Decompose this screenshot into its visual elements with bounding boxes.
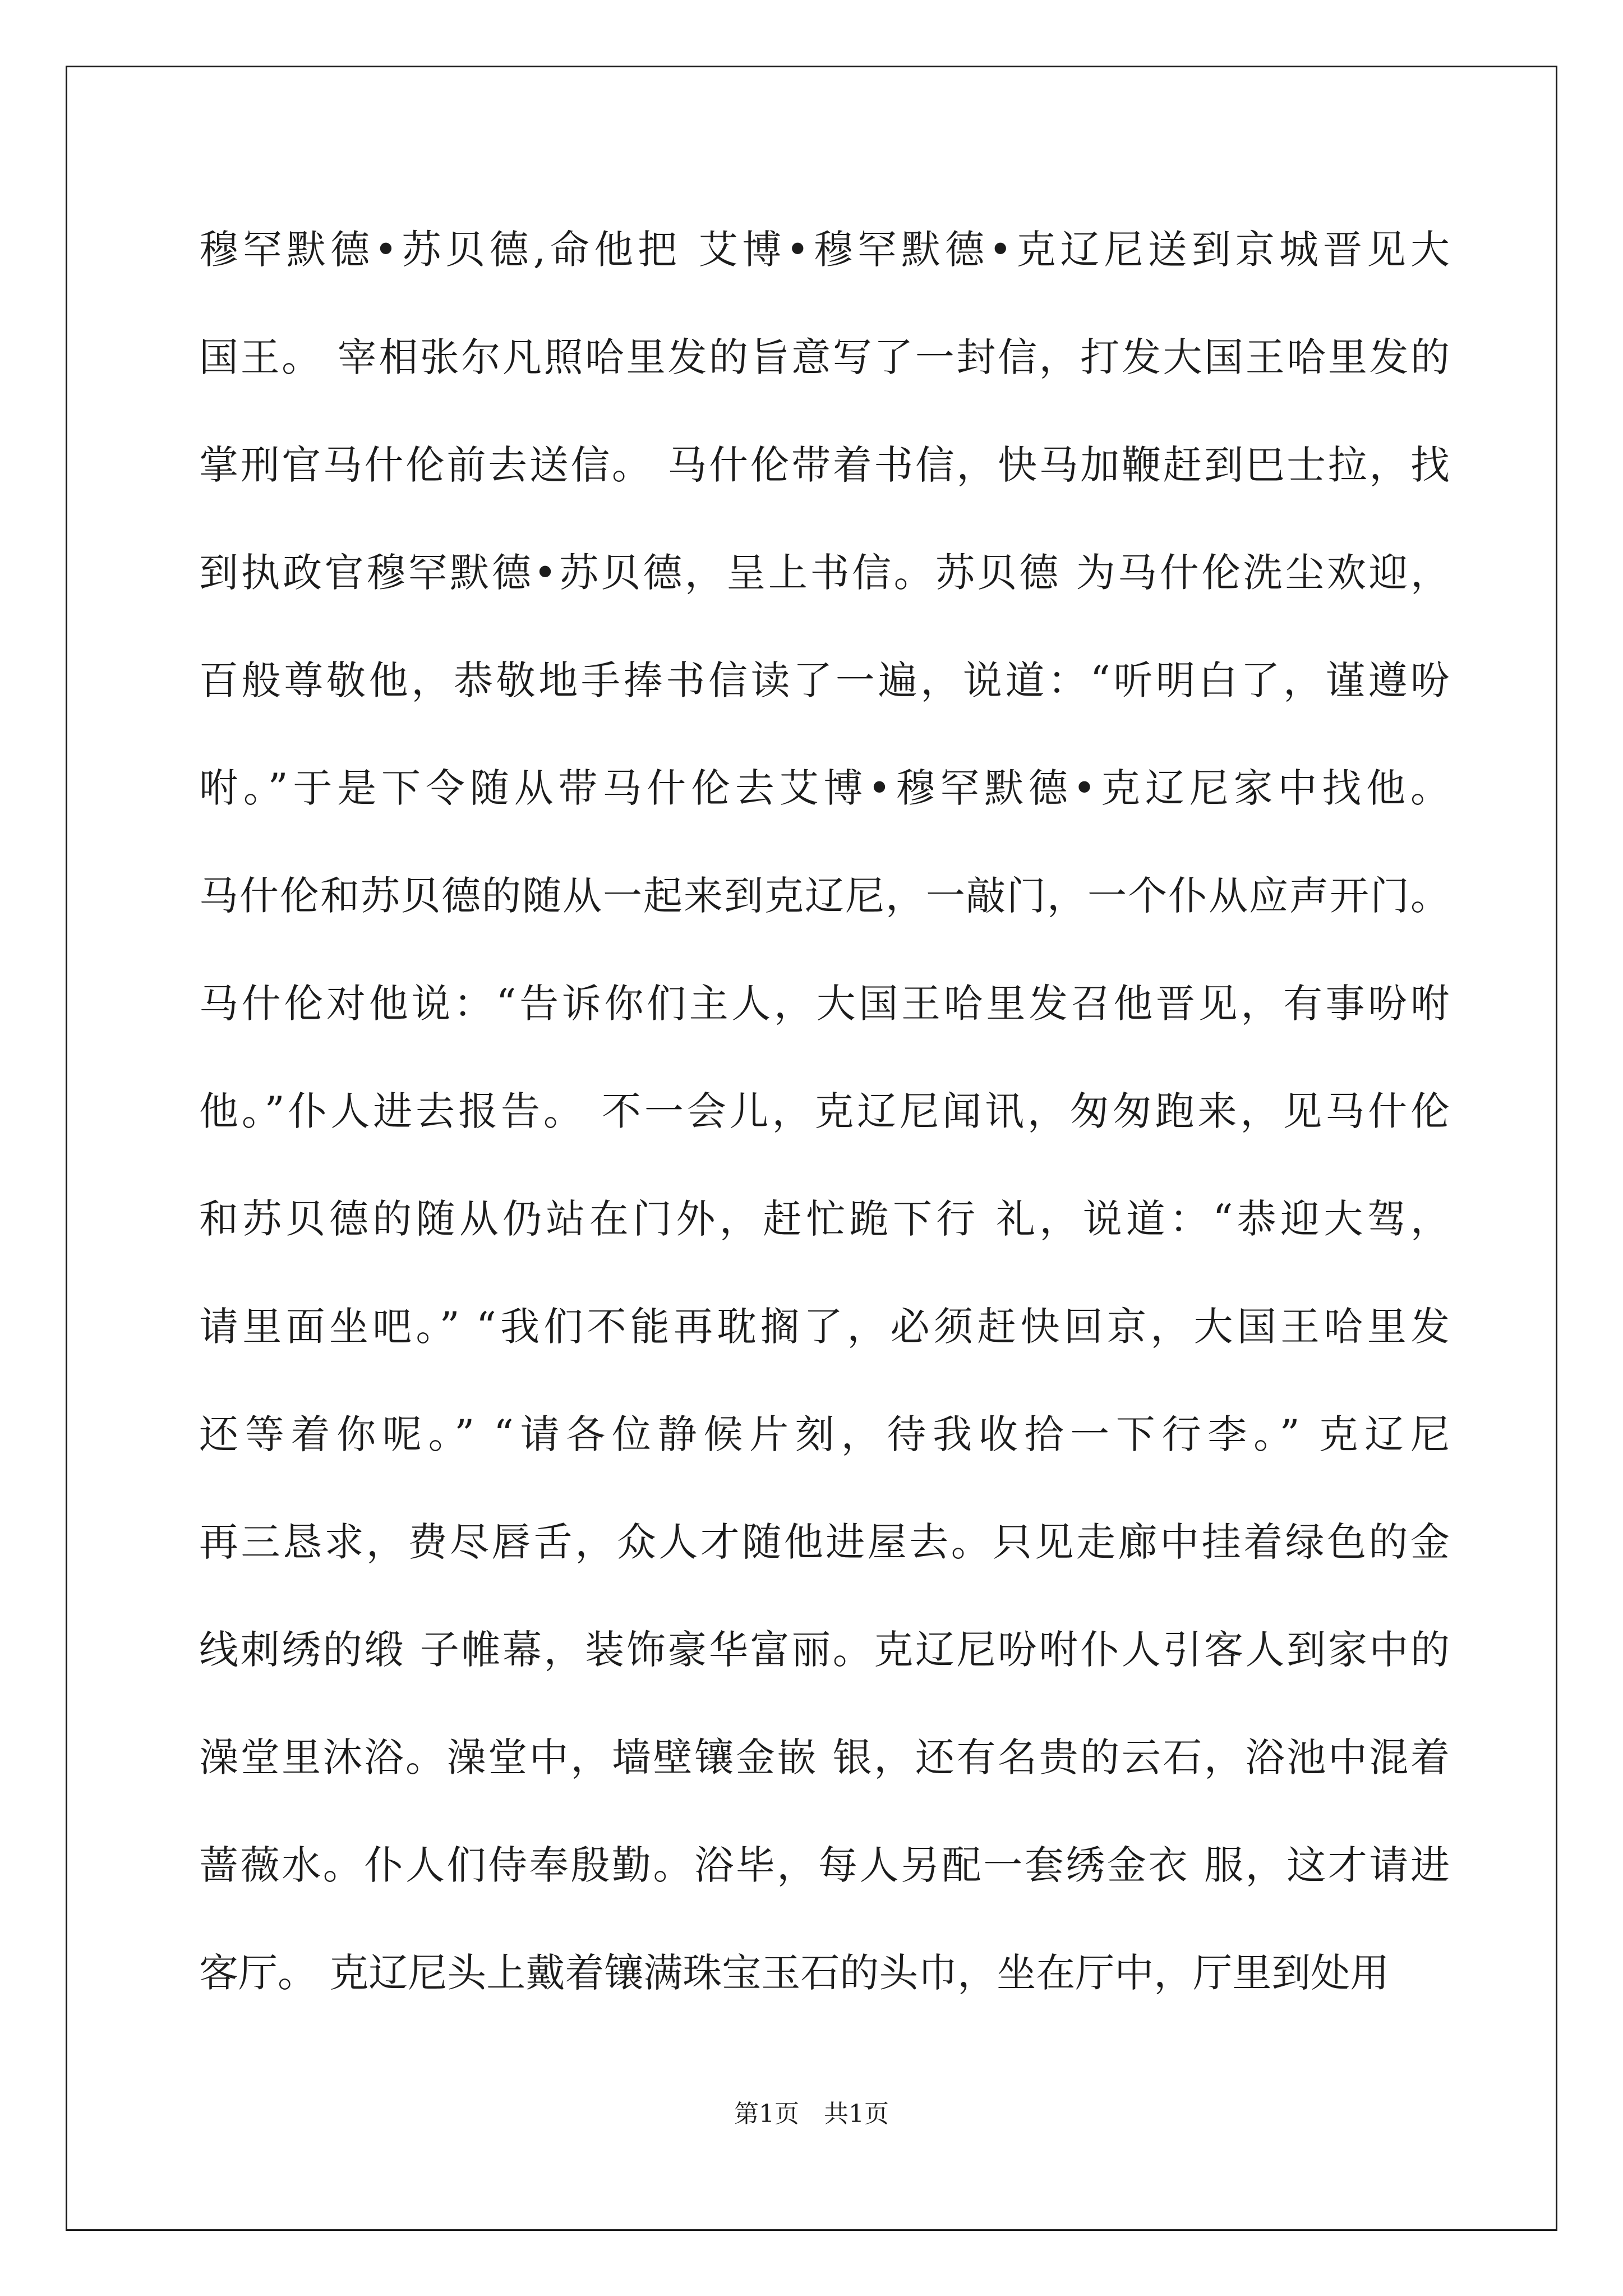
text-line: 请里面坐吧。” “我们不能再耽搁了，必须赶快回京，大国王哈里发	[199, 1304, 1450, 1350]
text-line: 马什伦和苏贝德的随从一起来到克辽尼，一敲门，一个仆从应声开门。	[199, 873, 1450, 919]
text-line: 国王。 宰相张尔凡照哈里发的旨意写了一封信，打发大国王哈里发的	[199, 334, 1450, 380]
text-line: 掌刑官马什伦前去送信。 马什伦带着书信，快马加鞭赶到巴士拉，找	[199, 442, 1450, 488]
text-line: 穆罕默德•苏贝德,命他把 艾博•穆罕默德•克辽尼送到京城晋见大	[199, 227, 1450, 273]
text-line: 澡堂里沐浴。澡堂中，墙壁镶金嵌 银，还有名贵的云石，浴池中混着	[199, 1734, 1450, 1780]
body-text	[199, 216, 1450, 2047]
text-line: 到执政官穆罕默德•苏贝德，呈上书信。苏贝德 为马什伦洗尘欢迎，	[199, 550, 1450, 596]
text-line: 再三恳求，费尽唇舌，众人才随他进屋去。只见走廊中挂着绿色的金	[199, 1519, 1450, 1565]
text-line: 线刺绣的缎 子帷幕，装饰豪华富丽。克辽尼吩咐仆人引客人到家中的	[199, 1627, 1450, 1673]
text-line: 和苏贝德的随从仍站在门外，赶忙跪下行 礼，说道：“恭迎大驾，	[199, 1196, 1450, 1242]
page-footer: 第1页 共1页	[734, 2100, 889, 2128]
text-line: 马什伦对他说：“告诉你们主人，大国王哈里发召他晋见，有事吩咐	[199, 981, 1450, 1027]
text-line: 他。”仆人进去报告。 不一会儿，克辽尼闻讯，匆匆跑来，见马什伦	[199, 1088, 1450, 1134]
text-line: 客厅。 克辽尼头上戴着镶满珠宝玉石的头巾，坐在厅中，厅里到处用	[199, 1950, 1390, 1996]
text-line: 咐。”于是下令随从带马什伦去艾博•穆罕默德•克辽尼家中找他。	[199, 765, 1450, 811]
text-line: 蔷薇水。仆人们侍奉殷勤。浴毕，每人另配一套绣金衣 服，这才请进	[199, 1842, 1450, 1888]
text-line: 百般尊敬他，恭敬地手捧书信读了一遍，说道：“听明白了，谨遵吩	[199, 657, 1450, 703]
text-line: 还等着你呢。” “请各位静候片刻，待我收拾一下行李。” 克辽尼	[199, 1411, 1450, 1457]
